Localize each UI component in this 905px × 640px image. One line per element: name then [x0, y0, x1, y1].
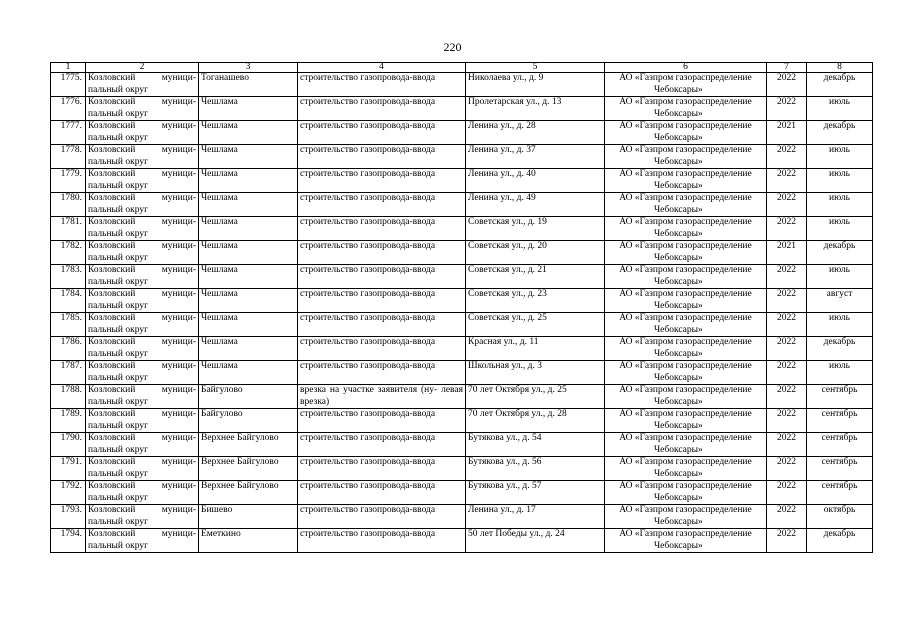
district-cell: [86, 97, 199, 121]
organization-line2: Чебоксары»: [654, 468, 703, 479]
address-cell: Советская ул., д. 23: [466, 289, 605, 313]
table-row: [51, 97, 873, 121]
district-type-part1: муници-: [161, 433, 196, 443]
year-cell: 2022: [767, 529, 807, 553]
year-cell: 2022: [767, 217, 807, 241]
organization-cell: [605, 385, 767, 409]
organization-cell: [605, 529, 767, 553]
settlement-cell: Чешлама: [199, 169, 298, 193]
address-cell: Советская ул., д. 20: [466, 241, 605, 265]
work-type-cell: строительство газопровода-ввода: [298, 241, 466, 265]
district-name: Козловский: [88, 433, 136, 443]
address-cell: Бутякова ул., д. 54: [466, 433, 605, 457]
organization-line1: АО «Газпром газораспределение: [619, 385, 752, 395]
organization-line2: Чебоксары»: [654, 492, 703, 503]
organization-line1: АО «Газпром газораспределение: [619, 265, 752, 275]
work-type-cell: врезка на участке заявителя (ну- левая врезка): [298, 385, 466, 409]
district-type-part1: муници-: [161, 97, 196, 107]
work-type-cell: строительство газопровода-ввода: [298, 145, 466, 169]
organization-line1: АО «Газпром газораспределение: [619, 481, 752, 491]
district-type-part1: муници-: [161, 529, 196, 539]
district-type-part1: муници-: [161, 73, 196, 83]
district-name: Козловский: [88, 289, 136, 299]
settlement-cell: Чешлама: [199, 145, 298, 169]
row-number: 1775.: [51, 73, 86, 97]
organization-cell: [605, 337, 767, 361]
settlement-cell: Чешлама: [199, 97, 298, 121]
district-cell: [86, 169, 199, 193]
district-type-part2: пальный округ: [88, 348, 149, 359]
organization-cell: [605, 193, 767, 217]
district-type-part2: пальный округ: [88, 252, 149, 263]
table-row: [51, 121, 873, 145]
column-header: 8: [807, 63, 873, 73]
column-header: 6: [605, 63, 767, 73]
organization-cell: [605, 169, 767, 193]
district-type-part1: муници-: [161, 121, 196, 131]
table-row: [51, 241, 873, 265]
settlement-cell: Верхнее Байгулово: [199, 433, 298, 457]
month-cell: сентябрь: [807, 433, 873, 457]
address-cell: Советская ул., д. 21: [466, 265, 605, 289]
district-cell: [86, 241, 199, 265]
work-type-cell: строительство газопровода-ввода: [298, 337, 466, 361]
settlement-cell: Чешлама: [199, 313, 298, 337]
organization-line1: АО «Газпром газораспределение: [619, 289, 752, 299]
work-type-cell: строительство газопровода-ввода: [298, 361, 466, 385]
row-number: 1788.: [51, 385, 86, 409]
organization-cell: [605, 361, 767, 385]
month-cell: декабрь: [807, 121, 873, 145]
district-type-part1: муници-: [161, 457, 196, 467]
row-number: 1792.: [51, 481, 86, 505]
table-row: [51, 433, 873, 457]
district-type-part2: пальный округ: [88, 396, 149, 407]
organization-line2: Чебоксары»: [654, 156, 703, 167]
row-number: 1785.: [51, 313, 86, 337]
settlement-cell: Верхнее Байгулово: [199, 481, 298, 505]
district-name: Козловский: [88, 481, 136, 491]
settlement-cell: Байгулово: [199, 409, 298, 433]
district-type-part1: муници-: [161, 289, 196, 299]
district-cell: [86, 121, 199, 145]
organization-line2: Чебоксары»: [654, 204, 703, 215]
district-cell: [86, 217, 199, 241]
address-cell: Ленина ул., д. 40: [466, 169, 605, 193]
district-type-part1: муници-: [161, 217, 196, 227]
organization-cell: [605, 73, 767, 97]
settlement-cell: Еметкино: [199, 529, 298, 553]
district-name: Козловский: [88, 313, 136, 323]
row-number: 1790.: [51, 433, 86, 457]
table-row: [51, 145, 873, 169]
organization-line1: АО «Газпром газораспределение: [619, 145, 752, 155]
district-cell: [86, 289, 199, 313]
district-cell: [86, 529, 199, 553]
district-type-part2: пальный округ: [88, 276, 149, 287]
organization-line1: АО «Газпром газораспределение: [619, 433, 752, 443]
address-cell: Ленина ул., д. 17: [466, 505, 605, 529]
organization-cell: [605, 265, 767, 289]
settlement-cell: Чешлама: [199, 241, 298, 265]
district-type-part1: муници-: [161, 385, 196, 395]
settlement-cell: Чешлама: [199, 289, 298, 313]
district-type-part1: муници-: [161, 241, 196, 251]
organization-line1: АО «Газпром газораспределение: [619, 361, 752, 371]
work-type-cell: строительство газопровода-ввода: [298, 433, 466, 457]
organization-cell: [605, 481, 767, 505]
year-cell: 2022: [767, 313, 807, 337]
address-cell: Советская ул., д. 25: [466, 313, 605, 337]
year-cell: 2022: [767, 97, 807, 121]
district-type-part2: пальный округ: [88, 108, 149, 119]
district-name: Козловский: [88, 409, 136, 419]
district-name: Козловский: [88, 121, 136, 131]
district-type-part2: пальный округ: [88, 516, 149, 527]
row-number: 1780.: [51, 193, 86, 217]
district-type-part2: пальный округ: [88, 84, 149, 95]
district-type-part2: пальный округ: [88, 300, 149, 311]
organization-line1: АО «Газпром газораспределение: [619, 529, 752, 539]
address-cell: 70 лет Октября ул., д. 25: [466, 385, 605, 409]
row-number: 1777.: [51, 121, 86, 145]
organization-line2: Чебоксары»: [654, 132, 703, 143]
table-row: [51, 169, 873, 193]
district-type-part1: муници-: [161, 265, 196, 275]
year-cell: 2022: [767, 481, 807, 505]
table-row: [51, 289, 873, 313]
month-cell: июль: [807, 217, 873, 241]
address-cell: Бутякова ул., д. 56: [466, 457, 605, 481]
month-cell: июль: [807, 97, 873, 121]
table-row: [51, 313, 873, 337]
work-type-cell: строительство газопровода-ввода: [298, 313, 466, 337]
work-type-cell: строительство газопровода-ввода: [298, 169, 466, 193]
district-name: Козловский: [88, 385, 136, 395]
row-number: 1776.: [51, 97, 86, 121]
address-cell: Ленина ул., д. 28: [466, 121, 605, 145]
organization-line1: АО «Газпром газораспределение: [619, 457, 752, 467]
month-cell: сентябрь: [807, 409, 873, 433]
work-type-cell: строительство газопровода-ввода: [298, 505, 466, 529]
organization-line2: Чебоксары»: [654, 348, 703, 359]
table-row: [51, 529, 873, 553]
year-cell: 2022: [767, 457, 807, 481]
organization-cell: [605, 289, 767, 313]
organization-line1: АО «Газпром газораспределение: [619, 505, 752, 515]
work-type-cell: строительство газопровода-ввода: [298, 73, 466, 97]
organization-line1: АО «Газпром газораспределение: [619, 97, 752, 107]
organization-line2: Чебоксары»: [654, 180, 703, 191]
district-cell: [86, 361, 199, 385]
year-cell: 2022: [767, 193, 807, 217]
work-type-cell: строительство газопровода-ввода: [298, 481, 466, 505]
district-cell: [86, 145, 199, 169]
district-name: Козловский: [88, 457, 136, 467]
year-cell: 2021: [767, 121, 807, 145]
district-type-part2: пальный округ: [88, 132, 149, 143]
district-cell: [86, 193, 199, 217]
district-type-part2: пальный округ: [88, 324, 149, 335]
organization-line1: АО «Газпром газораспределение: [619, 73, 752, 83]
district-name: Козловский: [88, 97, 136, 107]
district-type-part1: муници-: [161, 337, 196, 347]
district-type-part2: пальный округ: [88, 540, 149, 551]
organization-line1: АО «Газпром газораспределение: [619, 217, 752, 227]
district-name: Козловский: [88, 169, 136, 179]
row-number: 1789.: [51, 409, 86, 433]
month-cell: июль: [807, 361, 873, 385]
district-cell: [86, 313, 199, 337]
district-type-part2: пальный округ: [88, 372, 149, 383]
district-type-part2: пальный округ: [88, 204, 149, 215]
month-cell: июль: [807, 169, 873, 193]
district-cell: [86, 385, 199, 409]
row-number: 1783.: [51, 265, 86, 289]
district-name: Козловский: [88, 73, 136, 83]
column-header: 2: [86, 63, 199, 73]
month-cell: декабрь: [807, 529, 873, 553]
year-cell: 2022: [767, 145, 807, 169]
organization-cell: [605, 145, 767, 169]
settlement-cell: Бишево: [199, 505, 298, 529]
gas-connection-table: [50, 62, 873, 553]
district-cell: [86, 433, 199, 457]
organization-line2: Чебоксары»: [654, 108, 703, 119]
table-row: [51, 73, 873, 97]
year-cell: 2022: [767, 385, 807, 409]
organization-line1: АО «Газпром газораспределение: [619, 409, 752, 419]
month-cell: декабрь: [807, 241, 873, 265]
year-cell: 2022: [767, 409, 807, 433]
work-type-cell: строительство газопровода-ввода: [298, 193, 466, 217]
organization-line2: Чебоксары»: [654, 396, 703, 407]
organization-line2: Чебоксары»: [654, 276, 703, 287]
settlement-cell: Чешлама: [199, 361, 298, 385]
row-number: 1793.: [51, 505, 86, 529]
district-type-part1: муници-: [161, 481, 196, 491]
settlement-cell: Чешлама: [199, 337, 298, 361]
district-cell: [86, 505, 199, 529]
header-row: [51, 63, 873, 73]
organization-cell: [605, 409, 767, 433]
organization-line2: Чебоксары»: [654, 228, 703, 239]
year-cell: 2022: [767, 169, 807, 193]
column-header: 5: [466, 63, 605, 73]
address-cell: Пролетарская ул., д. 13: [466, 97, 605, 121]
settlement-cell: Верхнее Байгулово: [199, 457, 298, 481]
address-cell: 70 лет Октября ул., д. 28: [466, 409, 605, 433]
address-cell: Ленина ул., д. 49: [466, 193, 605, 217]
table-row: [51, 217, 873, 241]
organization-line2: Чебоксары»: [654, 84, 703, 95]
table-row: [51, 385, 873, 409]
work-type-cell: строительство газопровода-ввода: [298, 289, 466, 313]
table-row: [51, 481, 873, 505]
month-cell: июль: [807, 313, 873, 337]
row-number: 1784.: [51, 289, 86, 313]
district-type-part2: пальный округ: [88, 444, 149, 455]
organization-cell: [605, 121, 767, 145]
settlement-cell: Чешлама: [199, 121, 298, 145]
district-cell: [86, 409, 199, 433]
settlement-cell: Чешлама: [199, 265, 298, 289]
month-cell: июль: [807, 145, 873, 169]
work-type-cell: строительство газопровода-ввода: [298, 529, 466, 553]
settlement-cell: Чешлама: [199, 193, 298, 217]
page-number: 220: [443, 40, 462, 54]
month-cell: декабрь: [807, 73, 873, 97]
organization-cell: [605, 241, 767, 265]
month-cell: август: [807, 289, 873, 313]
organization-line1: АО «Газпром газораспределение: [619, 121, 752, 131]
month-cell: декабрь: [807, 337, 873, 361]
organization-cell: [605, 505, 767, 529]
row-number: 1782.: [51, 241, 86, 265]
district-type-part2: пальный округ: [88, 156, 149, 167]
district-cell: [86, 265, 199, 289]
organization-cell: [605, 313, 767, 337]
district-name: Козловский: [88, 505, 136, 515]
district-name: Козловский: [88, 337, 136, 347]
district-name: Козловский: [88, 265, 136, 275]
work-type-cell: строительство газопровода-ввода: [298, 217, 466, 241]
column-header: 7: [767, 63, 807, 73]
district-name: Козловский: [88, 145, 136, 155]
organization-line2: Чебоксары»: [654, 540, 703, 551]
organization-cell: [605, 217, 767, 241]
address-cell: Красная ул., д. 11: [466, 337, 605, 361]
table-row: [51, 361, 873, 385]
table-row: [51, 409, 873, 433]
address-cell: Школьная ул., д. 3: [466, 361, 605, 385]
column-header: 1: [51, 63, 86, 73]
row-number: 1786.: [51, 337, 86, 361]
month-cell: сентябрь: [807, 385, 873, 409]
table-row: [51, 337, 873, 361]
organization-line2: Чебоксары»: [654, 252, 703, 263]
organization-cell: [605, 97, 767, 121]
row-number: 1778.: [51, 145, 86, 169]
district-type-part2: пальный округ: [88, 492, 149, 503]
address-cell: Советская ул., д. 19: [466, 217, 605, 241]
month-cell: июль: [807, 265, 873, 289]
district-name: Козловский: [88, 361, 136, 371]
organization-cell: [605, 433, 767, 457]
year-cell: 2022: [767, 505, 807, 529]
settlement-cell: Байгулово: [199, 385, 298, 409]
year-cell: 2022: [767, 433, 807, 457]
organization-line1: АО «Газпром газораспределение: [619, 337, 752, 347]
district-type-part2: пальный округ: [88, 180, 149, 191]
organization-line2: Чебоксары»: [654, 324, 703, 335]
table-row: [51, 265, 873, 289]
row-number: 1779.: [51, 169, 86, 193]
organization-line1: АО «Газпром газораспределение: [619, 169, 752, 179]
organization-line2: Чебоксары»: [654, 444, 703, 455]
organization-cell: [605, 457, 767, 481]
month-cell: октябрь: [807, 505, 873, 529]
row-number: 1794.: [51, 529, 86, 553]
work-type-cell: строительство газопровода-ввода: [298, 409, 466, 433]
year-cell: 2022: [767, 265, 807, 289]
organization-line1: АО «Газпром газораспределение: [619, 313, 752, 323]
year-cell: 2022: [767, 289, 807, 313]
work-type-cell: строительство газопровода-ввода: [298, 265, 466, 289]
organization-line2: Чебоксары»: [654, 372, 703, 383]
district-cell: [86, 73, 199, 97]
district-type-part1: муници-: [161, 145, 196, 155]
district-type-part1: муници-: [161, 505, 196, 515]
district-name: Козловский: [88, 529, 136, 539]
organization-line1: АО «Газпром газораспределение: [619, 193, 752, 203]
district-name: Козловский: [88, 217, 136, 227]
organization-line2: Чебоксары»: [654, 420, 703, 431]
district-name: Козловский: [88, 241, 136, 251]
month-cell: июль: [807, 193, 873, 217]
month-cell: сентябрь: [807, 481, 873, 505]
row-number: 1787.: [51, 361, 86, 385]
address-cell: Бутякова ул., д. 57: [466, 481, 605, 505]
address-cell: 50 лет Победы ул., д. 24: [466, 529, 605, 553]
work-type-cell: строительство газопровода-ввода: [298, 121, 466, 145]
settlement-cell: Чешлама: [199, 217, 298, 241]
address-cell: Николаева ул., д. 9: [466, 73, 605, 97]
district-name: Козловский: [88, 193, 136, 203]
district-type-part1: муници-: [161, 409, 196, 419]
table-row: [51, 505, 873, 529]
month-cell: сентябрь: [807, 457, 873, 481]
year-cell: 2021: [767, 241, 807, 265]
organization-line2: Чебоксары»: [654, 516, 703, 527]
district-cell: [86, 337, 199, 361]
work-type-cell: строительство газопровода-ввода: [298, 97, 466, 121]
district-type-part1: муници-: [161, 313, 196, 323]
district-type-part1: муници-: [161, 361, 196, 371]
organization-line2: Чебоксары»: [654, 300, 703, 311]
year-cell: 2022: [767, 361, 807, 385]
district-type-part1: муници-: [161, 193, 196, 203]
district-type-part2: пальный округ: [88, 468, 149, 479]
table-row: [51, 193, 873, 217]
table-body: [51, 73, 873, 553]
row-number: 1791.: [51, 457, 86, 481]
column-header: 3: [199, 63, 298, 73]
district-type-part2: пальный округ: [88, 228, 149, 239]
year-cell: 2022: [767, 337, 807, 361]
district-cell: [86, 457, 199, 481]
row-number: 1781.: [51, 217, 86, 241]
year-cell: 2022: [767, 73, 807, 97]
address-cell: Ленина ул., д. 37: [466, 145, 605, 169]
settlement-cell: Тоганашево: [199, 73, 298, 97]
district-cell: [86, 481, 199, 505]
district-type-part1: муници-: [161, 169, 196, 179]
table-row: [51, 457, 873, 481]
work-type-cell: строительство газопровода-ввода: [298, 457, 466, 481]
column-header: 4: [298, 63, 466, 73]
district-type-part2: пальный округ: [88, 420, 149, 431]
organization-line1: АО «Газпром газораспределение: [619, 241, 752, 251]
